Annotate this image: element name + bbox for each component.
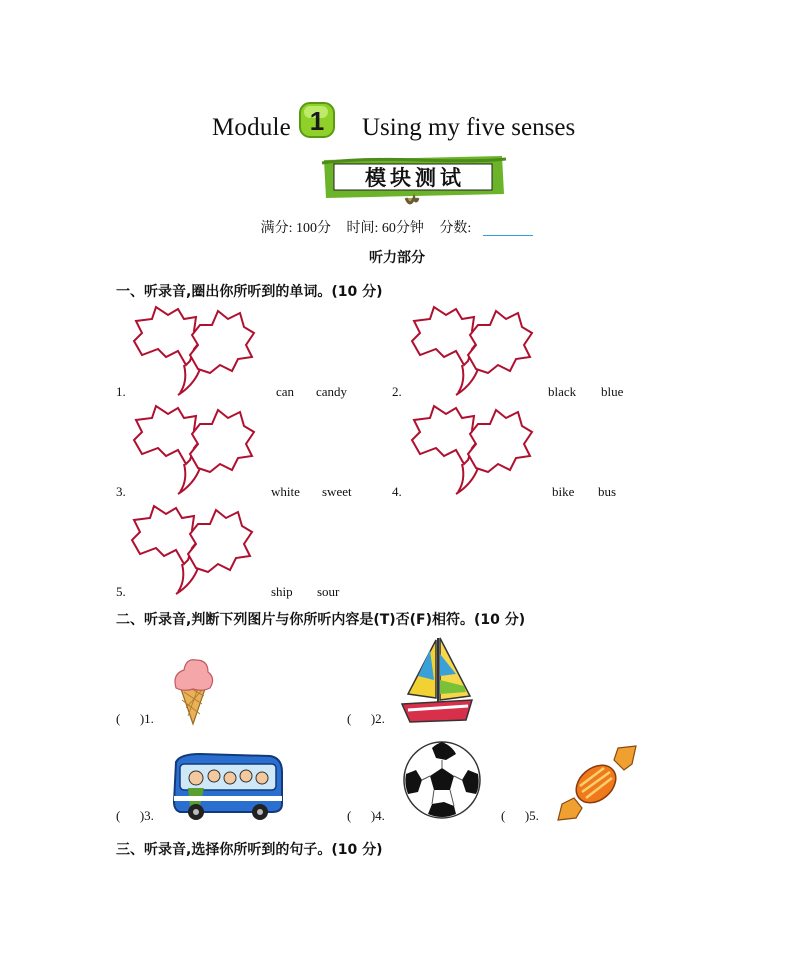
sailboat-icon: [400, 634, 476, 726]
module-number: 1: [309, 106, 325, 136]
answer-blank-3[interactable]: ( )3.: [116, 808, 154, 823]
time-limit: 时间: 60分钟: [346, 221, 424, 236]
bus-icon: [170, 752, 284, 822]
score-blank[interactable]: [483, 221, 533, 236]
word-option[interactable]: blue: [601, 384, 624, 399]
word-option[interactable]: candy: [316, 384, 348, 399]
word-option[interactable]: ship: [271, 584, 293, 599]
item-number: 2.: [392, 384, 402, 399]
word-option[interactable]: can: [276, 384, 295, 399]
banner-text: 模块测试: [365, 166, 465, 190]
section3-title: 三、听录音,选择你所听到的句子。(10 分): [116, 842, 383, 858]
full-score: 满分: 100分: [260, 221, 332, 236]
word-option[interactable]: white: [271, 484, 300, 499]
score-label: 分数:: [439, 221, 472, 236]
module-label: Module: [212, 114, 291, 141]
leaf-pair-2-icon: [406, 305, 534, 397]
word-option[interactable]: sour: [317, 584, 340, 599]
ice-cream-icon: [170, 656, 216, 726]
item-number: 1.: [116, 384, 126, 399]
section2-title: 二、听录音,判断下列图片与你所听内容是(T)否(F)相符。(10 分): [116, 612, 526, 628]
module-title: Using my five senses: [362, 114, 576, 141]
leaf-pair-5-icon: [126, 504, 254, 596]
word-option[interactable]: sweet: [322, 484, 352, 499]
word-option[interactable]: bus: [598, 484, 617, 499]
candy-icon: [554, 742, 638, 822]
part-heading: 听力部分: [369, 250, 425, 266]
leaf-pair-4-icon: [406, 404, 534, 496]
section1-title: 一、听录音,圈出你所听到的单词。(10 分): [116, 284, 383, 300]
module-number-badge: [297, 100, 337, 140]
item-number: 4.: [392, 484, 402, 499]
answer-blank-4[interactable]: ( )4.: [347, 808, 385, 823]
leaf-pair-3-icon: [128, 404, 256, 496]
answer-blank-1[interactable]: ( )1.: [116, 711, 154, 726]
word-option[interactable]: black: [548, 384, 577, 399]
football-icon: [402, 740, 482, 820]
word-option[interactable]: bike: [552, 484, 575, 499]
item-number: 5.: [116, 584, 126, 599]
answer-blank-2[interactable]: ( )2.: [347, 711, 385, 726]
score-line: [0, 217, 794, 237]
answer-blank-5[interactable]: ( )5.: [501, 808, 539, 823]
item-number: 3.: [116, 484, 126, 499]
leaf-pair-1-icon: [128, 305, 256, 397]
